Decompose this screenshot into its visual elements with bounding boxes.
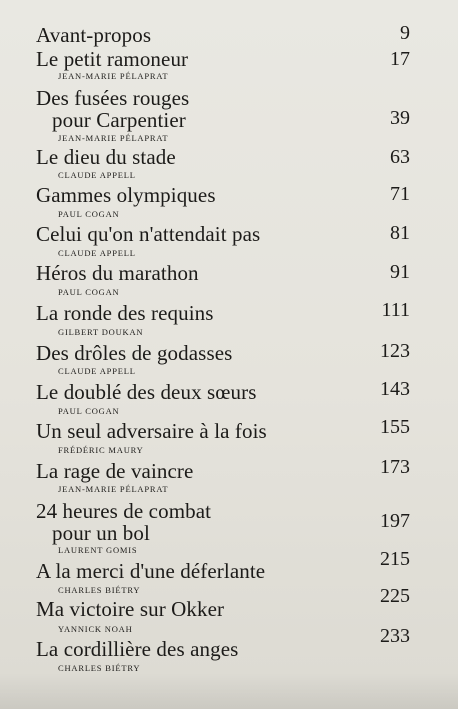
toc-entry-title-line: pour un bol — [52, 521, 150, 545]
toc-entry-title-line: 24 heures de combat — [36, 499, 212, 523]
toc-entry-title-line: Gammes olympiques — [36, 183, 216, 207]
toc-entry-title — [36, 500, 211, 544]
toc-entry-author: JEAN-MARIE PÉLAPRAT — [58, 133, 169, 143]
toc-entry-author: JEAN-MARIE PÉLAPRAT — [58, 71, 169, 81]
toc-entry-page-number: 63 — [390, 146, 410, 168]
toc-entry-title — [36, 146, 176, 168]
toc-entry-page-number: 39 — [390, 107, 410, 129]
toc-entry-title — [36, 381, 257, 403]
toc-entry-title-line: Des fusées rouges — [36, 86, 190, 110]
toc-entry-page-number: 233 — [380, 625, 410, 647]
toc-entry-title — [36, 460, 193, 482]
toc-entry-title-line: Celui qu'on n'attendait pas — [36, 222, 261, 246]
toc-entry-author: CHARLES BIÉTRY — [58, 585, 141, 595]
toc-entry-page-number: 17 — [390, 48, 410, 70]
toc-entry-page-number: 111 — [381, 299, 410, 321]
toc-entry-title-line: La rage de vaincre — [36, 459, 194, 483]
toc-entry-page-number: 215 — [380, 548, 410, 570]
toc-entry-page-number: 71 — [390, 183, 410, 205]
toc-entry-author: CLAUDE APPELL — [58, 248, 136, 258]
toc-entry-title-line: Le dieu du stade — [36, 145, 176, 169]
toc-entry-author: JEAN-MARIE PÉLAPRAT — [58, 484, 169, 494]
toc-entry-title-line: A la merci d'une déferlante — [36, 559, 266, 583]
toc-entry-author: FRÉDÉRIC MAURY — [58, 445, 144, 455]
toc-entry-title — [36, 598, 224, 620]
toc-entry-title — [36, 48, 188, 70]
toc-entry-title-line: Le doublé des deux sœurs — [36, 380, 257, 404]
toc-entry-title — [36, 342, 232, 364]
toc-entry-title-line: Le petit ramoneur — [36, 47, 189, 71]
toc-entry-page-number: 123 — [380, 340, 410, 362]
toc-entry-page-number: 173 — [380, 456, 410, 478]
toc-entry-author: LAURENT GOMIS — [58, 545, 138, 555]
toc-entry-author: CLAUDE APPELL — [58, 366, 136, 376]
toc-entry-author: GILBERT DOUKAN — [58, 327, 144, 337]
toc-entry-title — [36, 638, 238, 660]
toc-entry-title-line: La cordillière des anges — [36, 637, 239, 661]
toc-entry-author: PAUL COGAN — [58, 209, 120, 219]
toc-entry-title-line: Avant-propos — [36, 23, 152, 47]
toc-entry-title-line: Des drôles de godasses — [36, 341, 233, 365]
toc-entry-page-number: 197 — [380, 510, 410, 532]
toc-entry-title — [36, 560, 265, 582]
toc-entry-author: PAUL COGAN — [58, 287, 120, 297]
toc-entry-page-number: 143 — [380, 378, 410, 400]
toc-entry-author: YANNICK NOAH — [58, 624, 133, 634]
toc-entry-title — [36, 24, 151, 46]
toc-entry-page-number: 91 — [390, 261, 410, 283]
toc-entry-page-number: 9 — [400, 22, 410, 44]
toc-entry-title-line: Ma victoire sur Okker — [36, 597, 225, 621]
toc-entry-title — [36, 87, 189, 131]
toc-entry-page-number: 225 — [380, 585, 410, 607]
toc-entry-author: CLAUDE APPELL — [58, 170, 136, 180]
toc-entry-title — [36, 184, 216, 206]
toc-entry-page-number: 155 — [380, 416, 410, 438]
toc-entry-title-line: Héros du marathon — [36, 261, 199, 285]
toc-entry-title — [36, 262, 199, 284]
toc-entry-page-number: 81 — [390, 222, 410, 244]
toc-entry-author: CHARLES BIÉTRY — [58, 663, 141, 673]
toc-entry-title-line: pour Carpentier — [52, 108, 186, 132]
toc-entry-title — [36, 302, 214, 324]
toc-entry-title — [36, 223, 260, 245]
toc-entry-title-line: La ronde des requins — [36, 301, 214, 325]
toc-entry-author: PAUL COGAN — [58, 406, 120, 416]
toc-entry-title-line: Un seul adversaire à la fois — [36, 419, 267, 443]
toc-entry-title — [36, 420, 267, 442]
